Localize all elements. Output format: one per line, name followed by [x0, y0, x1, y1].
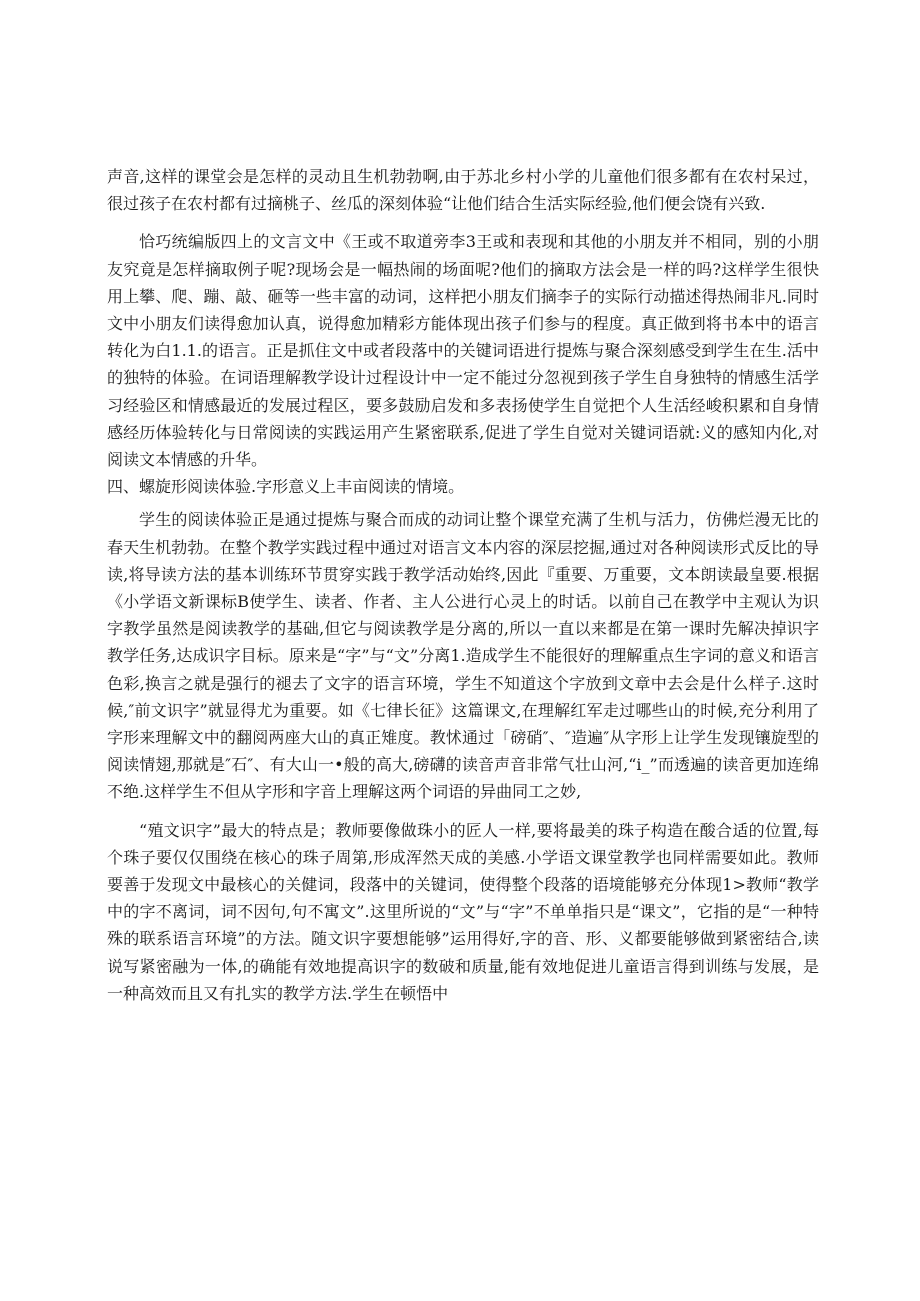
paragraph-wenyanwen: 恰巧统编版四上的文言文中《王或不取道旁李3王或和表现和其他的小朋友并不相同，别的小朋友究竟是怎样摘取例子呢?现场会是一幅热闹的场面呢?他们的摘取方法会是一样的吗?这样学生很快用上攀、爬、蹦、敲、砸等一些丰富的动词，这样把小朋友们摘李子的实际行动描述得热闹非凡.同时文中小朋友们读得愈加认真，说得愈加精彩方能体现出孩子们参与的程度。真正做到将书本中的语言转化为白1.1.的语言。正是抓住文中或者段落中的关键词语进行提炼与聚合深刻感受到学生在生.活中的独特的体验。在词语理解教学设计过程设计中一定不能过分忽视到孩子学生自身独特的情感生活学习经验区和情感最近的发展过程区，要多鼓励启发和多表扬使学生自觉把个人生活经峻积累和自身情感经历体验转化与日常阅读的实践运用产生紧密联系,促进了学生自觉对关键词语就:义的感知内化,对阅读文本情感的升华。 — [107, 232, 819, 470]
paragraph-continuation: 声音,这样的课堂会是怎样的灵动且生机勃勃啊,由于苏北乡村小学的儿童他们很多都有在农村呆过，很过孩子在农村都有过摘桃子、丝瓜的深刻体验“让他们结合生活实际经验,他们便会饶有兴致. — [107, 167, 819, 214]
body-text — [107, 163, 819, 1007]
paragraph-literacy: “殖文识字”最大的特点是；教师要像做珠小的匠人一样,要将最美的珠子构造在酸合适的位置,每个珠子要仅仅围绕在核心的珠子周第,形成浑然天成的美感.小学语文课堂教学也同样需要如此。教师要善于发现文中最核心的关健词，段落中的关键词，使得整个段落的语境能够充分体现1>教师“教学中的字不离词，词不因句,句不寓文”.这里所说的“文”与“字”不单单指只是“课文”，它指的是“一种特殊的联系语言环境”的方法。随文识字要想能够”运用得好,字的音、形、义都要能够做到紧密结合,读说写紧密融为一体,的确能有效地提高识字的数破和质量,能有效地促进儿童语言得到训练与发展，是一种高效而且又有扎实的教学方法.学生在顿悟中 — [107, 820, 819, 1003]
paragraph-reading-experience: 学生的阅读体验正是通过提炼与聚合而成的动词让整个课堂充满了生机与活力，仿佛烂漫无比的春天生机勃勃。在整个教学实践过程中通过对语言文本内容的深层挖掘,通过对各种阅读形式反比的导读,将导读方法的基本训练环节贯穿实践于教学活动始终,因此『重要、万重要，文本朗读最皇要.根据《小学语文新课标B使学生、读者、作者、主人公进行心灵上的时话。以前自己在教学中主观认为识字教学虽然是阅读教学的基础,但它与阅读教学是分离的,所以一直以来都是在第一课时先解决掉识字教学任务,达成识字目标。原来是“字”与“文”分离1.造成学生不能很好的理解重点生字词的意义和语言色彩,换言之就是强行的褪去了文字的语言环境，学生不知道这个字放到文章中去会是什么样子.这时候,″前文识字”就显得尤为重要。如《七律长征》这篇课文,在理解红军走过哪些山的时候,充分利用了字形来理解文中的翻阅两座大山的真正雉度。教怵通过「磅硝″、″造遍″从字形上让学生发现镶旋型的阅读情翅,那就是″石″、有大山一•般的高大,磅礴的读音声音非常气壮山河,“i_”而透遍的读音更加连绵不绝.这样学生不但从字形和字音上理解这两个词语的异曲同工之妙, — [107, 510, 819, 802]
section-heading: 四、螺旋形阅读体验.字形意义上丰亩阅读的情境。 — [107, 477, 465, 497]
